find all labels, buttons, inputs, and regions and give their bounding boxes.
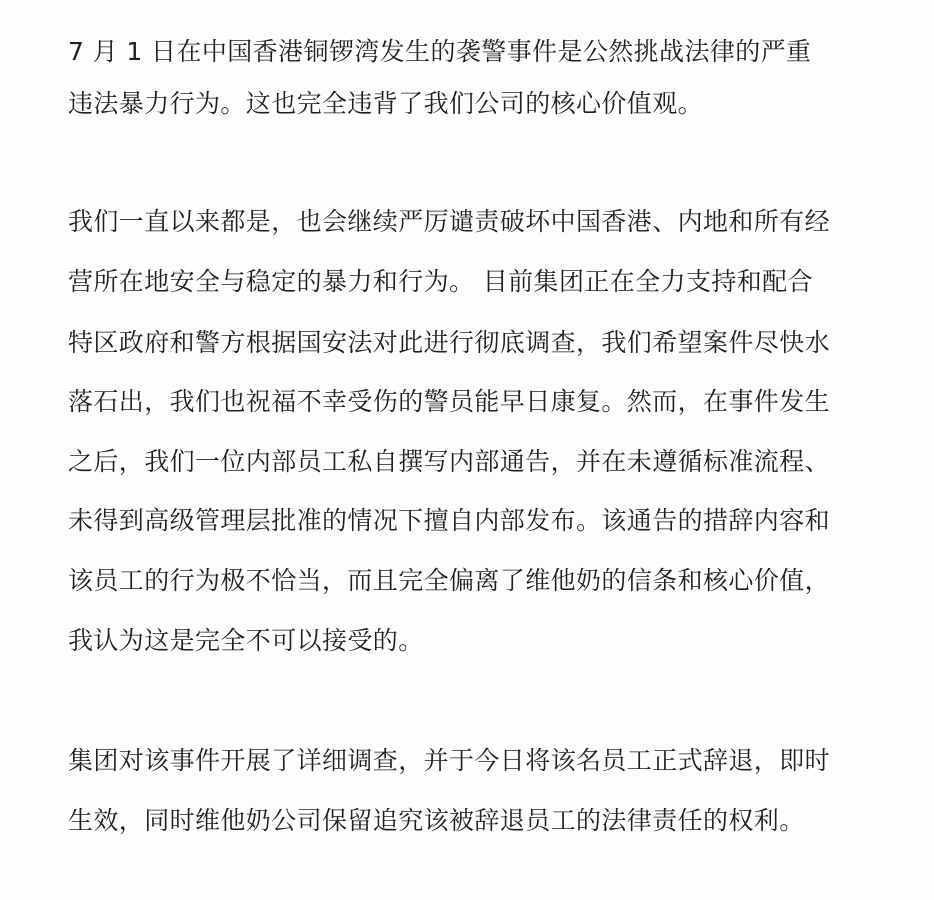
text-line: 7 月 1 日在中国香港铜锣湾发生的袭警事件是公然挑战法律的严重 <box>68 37 812 66</box>
text-line: 未得到高级管理层批准的情况下擅自内部发布。该通告的措辞内容和 <box>68 506 831 535</box>
text-line: 我们一直以来都是，也会继续严厉谴责破坏中国香港、内地和所有经 <box>68 207 831 236</box>
text-line: 特区政府和警方根据国安法对此进行彻底调查，我们希望案件尽快水 <box>68 328 831 357</box>
text-line: 违法暴力行为。这也完全违背了我们公司的核心价值观。 <box>68 89 704 118</box>
text-line: 该员工的行为极不恰当，而且完全偏离了维他奶的信条和核心价值， <box>68 566 831 595</box>
text-line: 生效，同时维他奶公司保留追究该被辞退员工的法律责任的权利。 <box>68 806 805 835</box>
text-line: 之后，我们一位内部员工私自撰写内部通告，并在未遵循标准流程、 <box>68 447 831 476</box>
text-line: 我认为这是完全不可以接受的。 <box>68 626 424 655</box>
text-line: 营所在地安全与稳定的暴力和行为。 目前集团正在全力支持和配合 <box>68 267 813 296</box>
text-line: 集团对该事件开展了详细调查，并于今日将该名员工正式辞退，即时 <box>68 746 831 775</box>
text-line: 落石出，我们也祝福不幸受伤的警员能早日康复。然而，在事件发生 <box>68 387 831 416</box>
